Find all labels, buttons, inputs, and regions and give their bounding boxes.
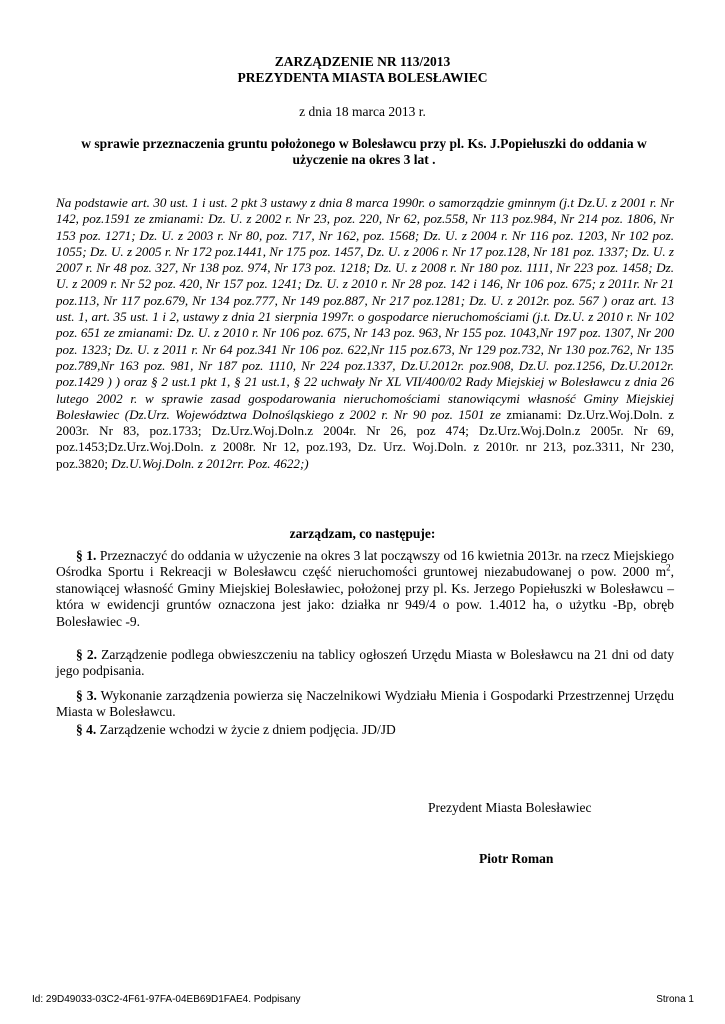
document-issuer: PREZYDENTA MIASTA BOLESŁAWIEC xyxy=(237,70,488,85)
legal-basis xyxy=(56,195,674,472)
paragraph-mark: § 2. xyxy=(76,647,98,662)
paragraph-text: Wykonanie zarządzenia powierza się Naczelnikowi Wydziału Mienia i Gospodarki Przestrzennej Urzędu Miasta w Bolesławcu. xyxy=(56,688,674,720)
superscript: 2 xyxy=(666,562,671,573)
paragraph-mark: § 4. xyxy=(76,722,97,737)
document-title: ZARZĄDZENIE NR 113/2013 xyxy=(274,54,451,69)
legal-basis-part1: Na podstawie art. 30 ust. 1 i ust. 2 pkt 3 ustawy z dnia 8 marca 1990r. o samorządzie gminnym (j.t Dz.U. z 2001 r. Nr 142, poz.1591 ze zmianami: Dz. U. z 2002 r. Nr 23, poz. 220, Nr 62, poz.558, Nr 113 poz.984, Nr 214 poz. 1806, Nr 153 poz. 1271; Dz. U. z 2003 r. Nr 80, poz. 717, Nr 162, poz. 1568; Dz. U. z 2004 r. Nr 116 poz. 1203, Nr 102 poz. 1055; Dz. U. z 2005 r. Nr 172 poz.1441, Nr 175 poz. 1457, Dz. U. z 2006 r. Nr 17 poz.128, Nr 181 poz. 1337; Dz. U. z 2007 r. Nr 48 poz. 327, Nr 138 poz. 974, Nr 173 poz. 1218; Dz. U. z 2008 r. Nr 180 poz. 1111, Nr 223 poz. 1458; Dz. U. z 2009 r. Nr 52 poz. 420, Nr 157 poz. 1241; Dz. U. z 2010 r. Nr 28 poz. 142 i 146, Nr 106 poz. 675; z 2011r. Nr 21 poz.113, Nr 117 poz.679, Nr 134 poz.777, Nr 149 poz.887, Nr 217 poz.1281; Dz. U. z 2012r. poz. 567 ) oraz art. 13 ust. 1, art. 35 ust. 1 i 2, ustawy z dnia 21 sierpnia 1997r. o gospodarce nieruchomościami (j.t. Dz.U. z 2010 r. Nr 102 poz. 651 ze zmianami: Dz. U. z 2010 r. Nr 106 poz. 675, Nr 143 poz. 963, Nr 155 poz. 1043,Nr 197 poz. 1307, Nr 200 poz. 1323; Dz. U. z 2011 r. Nr 64 poz.341 Nr 106 poz. 622,Nr 115 poz.673, Nr 129 poz.732, Nr 130 poz.762, Nr 135 poz.789,Nr 163 poz. 981, Nr 187 poz. 1110, Nr 224 poz.1337, Dz.U.2012r. poz.908, Dz.U. poz.1256, Dz.U.2012r. poz.1429 ) ) oraz § 2 ust.1 pkt 1, § 21 ust.1, § 22 uchwały Nr XL VII/400/02 Rady Miejskiej w Bolesławcu z dnia 26 lutego 2002 r. w sprawie zasad gospodarowania nieruchomościami stanowiącymi własność Gminy Miejskiej Bolesławiec (Dz.Urz. Województwa Dolnośląskiego z 2002 r. Nr 90 poz. 1501 ze xyxy=(56,195,674,422)
signature-title: Prezydent Miasta Bolesławiec xyxy=(428,800,592,815)
document-subject: w sprawie przeznaczenia gruntu położonego w Bolesławcu przy pl. Ks. J.Popiełuszki do oddania w użyczenie na okres 3 lat . xyxy=(81,136,647,167)
signature-name: Piotr Roman xyxy=(479,851,554,866)
paragraph-mark: § 1. xyxy=(76,548,97,563)
legal-basis-part3: Dz.U.Woj.Doln. z 2012rr. Poz. 4622;) xyxy=(111,455,309,471)
paragraph-4 xyxy=(56,722,674,738)
paragraph-1 xyxy=(56,548,674,630)
paragraph-text-cont: , stanowiącej własność Gminy Miejskiej Bolesławiec, położonej przy pl. Ks. Jerzego Popiełuszki w Bolesławcu – która w ewidencji gruntów oznaczona jest jako: działka nr 949/4 o pow. 1.4012 ha, o użytku -Bp, obręb Bolesławiec -9. xyxy=(56,564,674,629)
paragraph-text: Zarządzenie wchodzi w życie z dniem podjęcia. JD/JD xyxy=(96,722,396,737)
paragraph-text: Zarządzenie podlega obwieszczeniu na tablicy ogłoszeń Urzędu Miasta w Bolesławcu na 21 dni od daty jego podpisania. xyxy=(56,647,674,679)
footer-document-id: Id: 29D49033-03C2-4F61-97FA-04EB69D1FAE4. Podpisany xyxy=(32,994,301,1005)
paragraph-2 xyxy=(56,647,674,680)
paragraph-3 xyxy=(56,688,674,721)
footer-page-number: Strona 1 xyxy=(656,994,694,1005)
paragraph-text: Przeznaczyć do oddania w użyczenie na okres 3 lat począwszy od 16 kwietnia 2013r. na rzecz Miejskiego Ośrodka Sportu i Rekreacji w Bolesławcu część nieruchomości gruntowej niezabudowanej o pow. 2000 m xyxy=(56,548,674,580)
document-date: z dnia 18 marca 2013 r. xyxy=(299,104,426,119)
legal-basis-part2: zmianami: Dz.Urz.Woj.Doln. z 2003r. Nr 83, poz.1733; Dz.Urz.Woj.Doln.z 2004r. Nr 26, poz 474; Dz.Urz.Woj.Doln.z 2005r. Nr 69, poz.1453;Dz.Urz.Woj.Doln. z 2008r. Nr 12, poz.193, Dz. Urz. Woj.Doln. z 2010r. nr 213, poz.3311, Nr 230, poz.3820; xyxy=(56,406,675,471)
decree-heading: zarządzam, co następuje: xyxy=(289,526,436,541)
paragraph-mark: § 3. xyxy=(76,688,97,703)
